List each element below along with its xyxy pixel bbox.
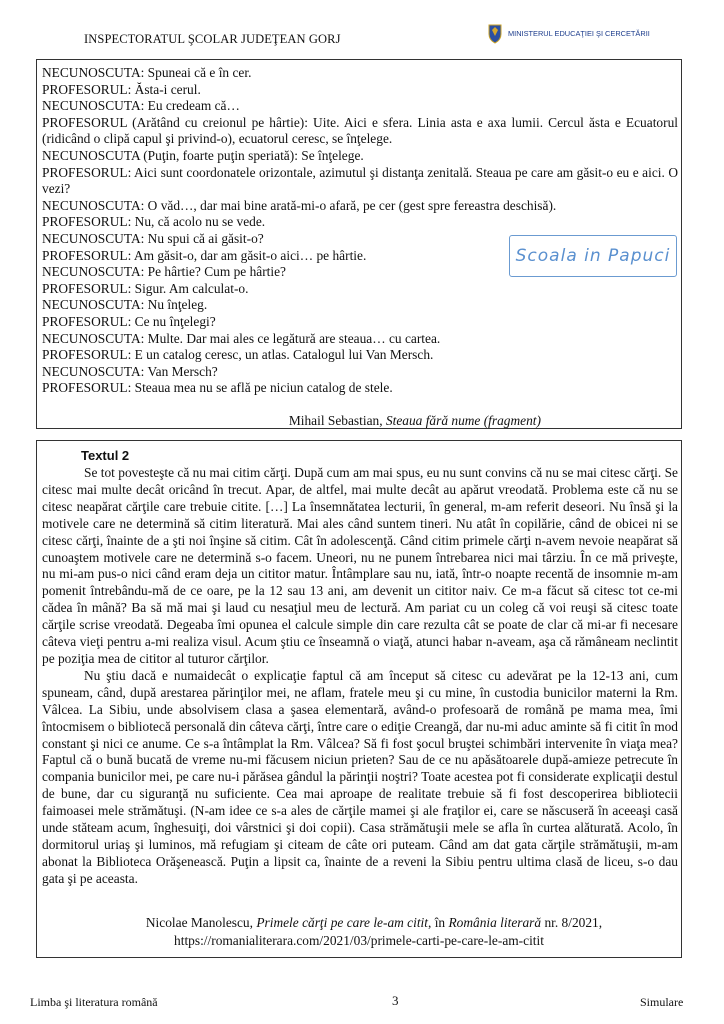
dialogue-line: PROFESORUL: Ce nu înţelegi?	[42, 313, 216, 329]
text2-title: Textul 2	[81, 448, 130, 463]
dialogue-line: NECUNOSCUTA: Multe. Dar mai ales ce legătură are steaua… cu cartea.	[42, 330, 441, 346]
cite-journal: România literară	[448, 915, 542, 930]
citation	[37, 915, 681, 931]
signature-work: Steaua fără nume (fragment)	[385, 413, 541, 428]
dialogue-line: NECUNOSCUTA (Puţin, foarte puţin speriată): Se înţelege.	[42, 147, 364, 163]
watermark-stamp: Scoala in Papuci	[509, 235, 677, 277]
dialogue-line: PROFESORUL: Nu, că acolo nu se vede.	[42, 214, 266, 230]
citation-url: https://romanialiterara.com/2021/03/primele-carti-pe-care-le-am-citit	[174, 933, 544, 948]
header-institution: INSPECTORATUL ŞCOLAR JUDEŢEAN GORJ	[84, 32, 341, 46]
dialogue-line: NECUNOSCUTA: Van Mersch?	[42, 363, 218, 379]
cite-work: Primele cărţi pe care le-am citit	[256, 915, 428, 930]
dialogue-fragment-box	[36, 59, 682, 429]
dialogue-line: NECUNOSCUTA: Nu spui că ai găsit-o?	[42, 230, 264, 246]
text2-body	[42, 465, 678, 888]
text2-box	[36, 440, 682, 958]
signature-author: Mihail Sebastian,	[288, 413, 386, 428]
dialogue-line: PROFESORUL: Sigur. Am calculat-o.	[42, 280, 249, 296]
coat-of-arms-icon	[486, 22, 504, 44]
dialogue-line: PROFESORUL: Aici sunt coordonatele orizontale, azimutul şi distanţa zenitală. Steaua pe care am găsit-o eu e aici. O vezi?	[42, 164, 678, 197]
dialogue-line: NECUNOSCUTA: Spuneai că e în cer.	[42, 65, 252, 80]
fragment-signature	[289, 413, 541, 429]
ministry-name: MINISTERUL EDUCAŢIEI ŞI CERCETĂRII	[508, 28, 650, 38]
dialogue-line: PROFESORUL: Steaua mea nu se află pe niciun catalog de stele.	[42, 380, 393, 396]
cite-issue: nr. 8/2021,	[541, 915, 603, 930]
paragraph: Se tot povesteşte că nu mai citim cărţi. După cum am mai spus, eu nu sunt convins că nu se mai citesc cărţi. Se citesc mai multe decât oricând în trecut. Apar, de altfel, mai multe decât au apărut vreodată. Problema este că nu se citesc neapărat cărţile care trebuie citite. […] La însemnătatea lecturii, în general, m-am referit deseori. Nu însă şi la motivele care ne determină să citim literatură. Mai ales când suntem tineri. Nu atât în copilărie, când de obicei ni se citesc cărţi, înainte de a şti noi înşine să citim. Cât în adolescenţă. Când citim primele cărţi n-avem nevoie neapărat să cunoaştem motivele care ne determină s-o facem. Uneori, nu ne punem întrebarea nici mai târziu. În ce mă priveşte, nu mi-am pus-o nici când eram deja un cititor matur. Întâmplare sau nu, iată, într-o noapte recentă de insomnie m-am pomenit întrebându-mă de ce oare, pe la 12 sau 13 ani, am devenit un cititor naiv. Ce m-a făcut să citesc tot ce-mi cădea în mână? Ba să mă mai şi laud cu nesaţiul meu de lectură. Am pariat cu un coleg că voi reuşi să citesc toate cărţile scrise vreodată. Degeaba îmi opunea el calcule simple din care rezulta cât se poate de clar că mi-ar fi necesare câteva vieţi pentru a-mi realiza visul. Acum ştiu ce înseamnă o viaţă, atunci habar n-aveam, aşa că rămâneam neclintit pe poziţia mea de cititor al tuturor cărţilor.	[42, 465, 678, 666]
dialogue-line: NECUNOSCUTA: Eu credeam că…	[42, 98, 240, 114]
ministry-header	[486, 22, 650, 44]
footer-subject: Limba şi literatura română	[30, 995, 158, 1009]
dialogue-text	[42, 65, 678, 397]
dialogue-line: NECUNOSCUTA: Pe hârtie? Cum pe hârtie?	[42, 264, 286, 280]
footer-exam-type: Simulare	[640, 995, 684, 1009]
dialogue-line: NECUNOSCUTA: Nu înţeleg.	[42, 297, 208, 313]
page-number: 3	[392, 993, 399, 1008]
cite-author: Nicolae Manolescu,	[145, 915, 257, 930]
paragraph: Nu ştiu dacă e numaidecât o explicaţie faptul că am început să citesc cu adevărat pe la 12-13 ani, cum spuneam, când, după arestarea părinţilor mei, ne aflam, fratele meu şi cu mine, în custodia bunicilor materni la Rm. Vâlcea. La Sibiu, unde absolvisem clasa a şasea elementară, având-o profesoară de română pe mama mea, îmi întocmisem o bibliotecă personală din câteva cărţi, între care o ediţie Creangă, dar nu-mi aduc aminte să fi citit în mod constant şi nici ce anume. Ce s-a întâmplat la Rm. Vâlcea? Să fi fost şocul bruştei schimbări intervenite în viaţa mea? Faptul că o bună bucată de vreme nu-mi făcusem niciun prieten? Sau de ce nu apăsătoarele după-amieze petrecute în compania bunicilor mei, pe care nu-i părăsea gândul la părinţii noştri? Toate acestea pot fi considerate explicaţii destul de bune, dar cu siguranţă nu suficiente. Cea mai aproape de realitate trebuie să fi fost descoperirea bibliotecii faimoasei mele strămătuşi. (N-am idee ce s-a ales de cărţile mamei şi ale fraţilor ei, care se născuseră în aceeaşi casă unde stăteam acum, înghesuiţi, doi vârstnici şi doi copii). Casa strămătuşii mele se afla în curtea alăturată. Acolo, în dormitorul uriaş şi luminos, mă refugiam şi citeam de câte ori puteam. Când am dat gata cărţile strămătuşii, m-am abonat la Biblioteca Orăşenească. Puţin a lipsit ca, înainte de a reveni la Sibiu pentru ultima clasă de liceu, s-o dau gata şi pe aceasta.	[42, 667, 678, 886]
dialogue-line: PROFESORUL: Ăsta-i cerul.	[42, 81, 201, 97]
dialogue-line: PROFESORUL (Arătând cu creionul pe hârtie): Uite. Aici e sfera. Linia asta e axa lumii. Cercul ăsta e Ecuatorul (ridicând o clipă capul şi privind-o), ecuatorul ceresc, se înţelege.	[42, 114, 678, 147]
dialogue-line: NECUNOSCUTA: O văd…, dar mai bine arată-mi-o afară, pe cer (gest spre fereastra deschisă).	[42, 197, 557, 213]
cite-in: , în	[428, 915, 449, 930]
dialogue-line: PROFESORUL: E un catalog ceresc, un atlas. Catalogul lui Van Mersch.	[42, 347, 434, 363]
dialogue-line: PROFESORUL: Am găsit-o, dar am găsit-o aici… pe hârtie.	[42, 247, 367, 263]
